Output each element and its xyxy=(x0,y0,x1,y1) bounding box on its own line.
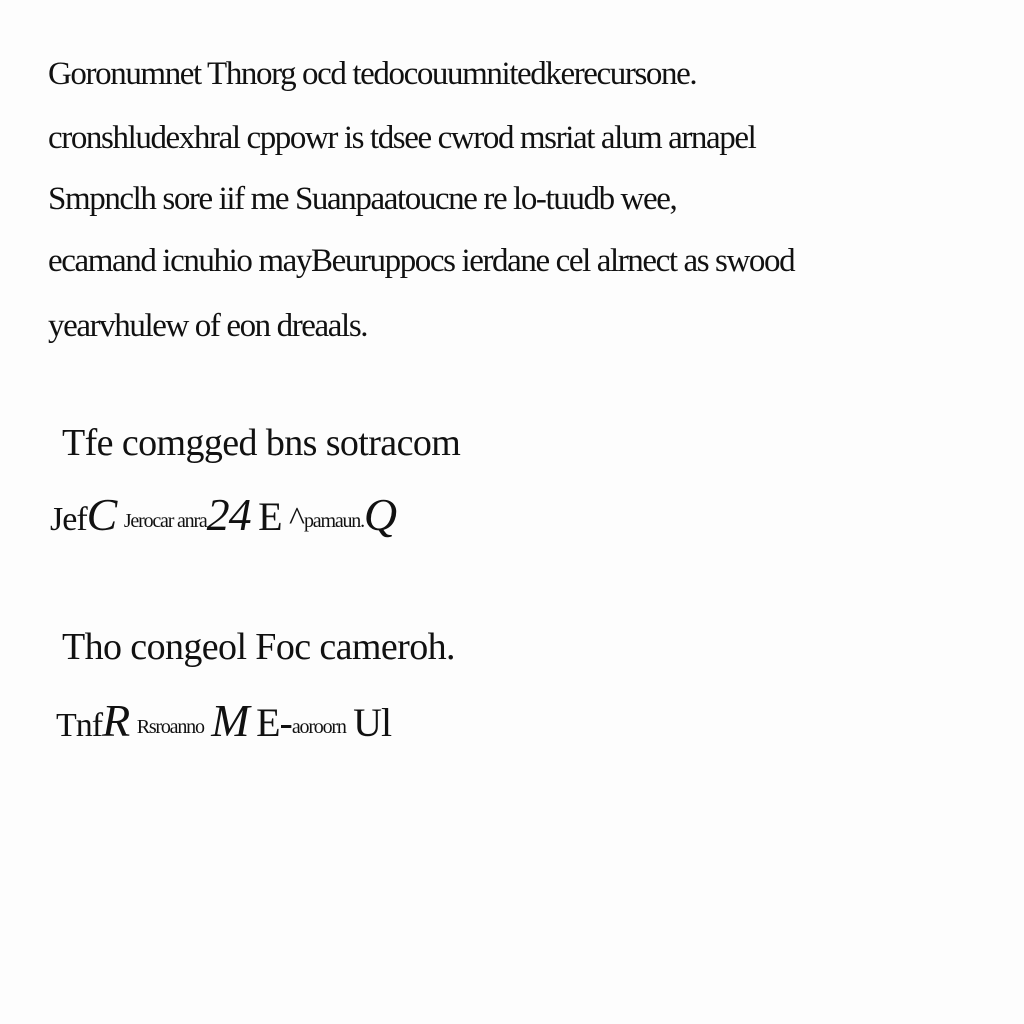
formula-1-end: Q xyxy=(363,489,397,540)
formula-1-small-text: Jerocar anra xyxy=(123,510,207,532)
formula-1-letter: E xyxy=(258,494,282,539)
formula-1-small-text-2: pamaun. xyxy=(304,510,364,532)
paragraph-line-4: ecamand icnuhio mayBeuruppocs ierdane cel alrnect as swood xyxy=(48,243,795,279)
formula-2-letter: E- xyxy=(256,700,292,745)
paragraph-line-2: cronshludexhral cppowr is tdsee cwrod msriat alum arnapel xyxy=(48,120,756,156)
paragraph-line-1: Goronumnet Thnorg ocd tedocouumnitedkerecursone. xyxy=(48,56,697,92)
formula-2-small-text-2: aoroorn xyxy=(291,716,346,738)
formula-1-symbol: C xyxy=(86,489,117,540)
section-1-heading: Tfe comgged bns sotracom xyxy=(62,422,461,464)
formula-1-caret: ^ xyxy=(289,501,304,538)
section-2-formula xyxy=(56,695,392,746)
section-1-formula xyxy=(50,489,397,540)
paragraph-line-3: Smpnclh sore iif me Suanpaatoucne re lo-tuudb wee, xyxy=(48,181,677,217)
paragraph-line-5: yearvhulew of eon dreaals. xyxy=(48,308,368,344)
formula-1-lead: Jef xyxy=(50,501,87,538)
formula-2-number: M xyxy=(211,695,249,746)
formula-2-symbol: R xyxy=(102,695,130,746)
formula-2-end: Ul xyxy=(353,700,392,745)
formula-2-lead: Tnf xyxy=(56,707,103,744)
section-2-heading: Tho congeol Foc cameroh. xyxy=(62,626,455,668)
formula-1-number: 24 xyxy=(206,489,251,540)
formula-2-small-text: Rsroanno xyxy=(136,716,204,738)
